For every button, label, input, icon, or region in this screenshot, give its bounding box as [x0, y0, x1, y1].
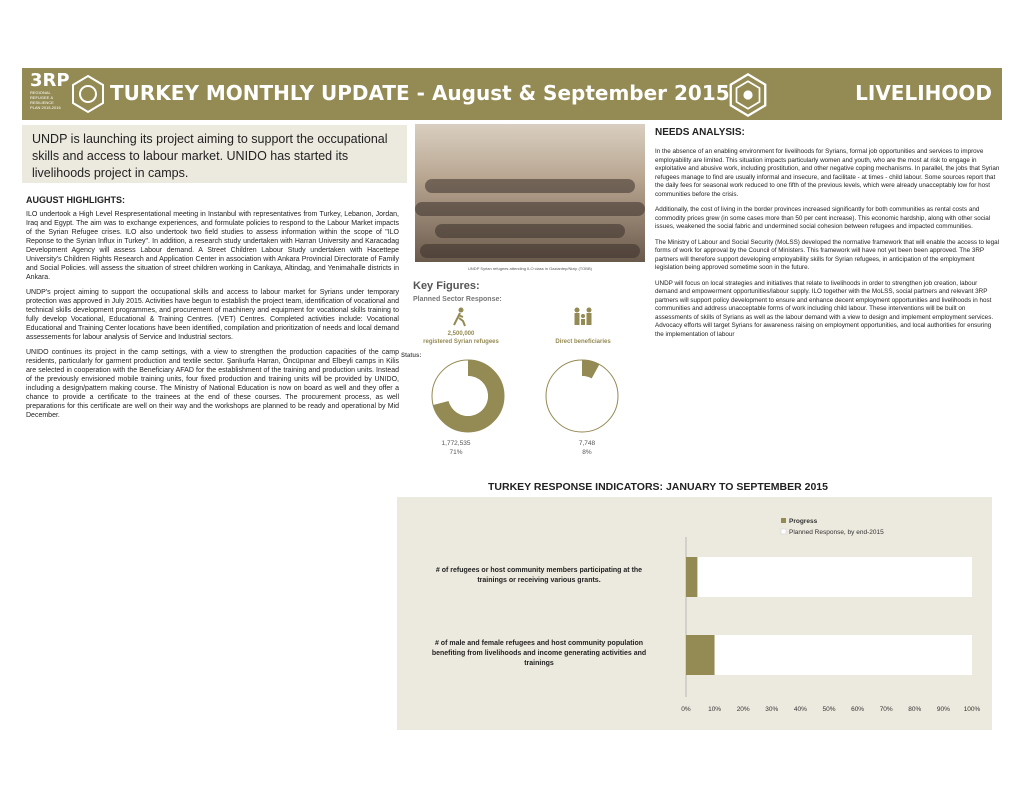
x-tick-label: 30% — [765, 706, 779, 713]
legend-swatch — [781, 518, 786, 523]
planned-response-label: Planned Sector Response: — [413, 296, 502, 303]
progress-bar — [686, 557, 697, 597]
donut-hole — [562, 376, 602, 416]
key-figures-title: Key Figures: — [413, 280, 480, 292]
planned-description: registered Syrian refugees — [423, 339, 499, 345]
status-value: 1,772,535 — [441, 440, 471, 447]
x-tick-label: 70% — [879, 706, 893, 713]
photo-caption: UNDP Syrian refugees attending ILO class in Gaziantep/Nizip (TOBB) — [468, 266, 592, 271]
x-tick-label: 10% — [708, 706, 722, 713]
indicators-bar-chart — [397, 497, 992, 730]
indicators-title: TURKEY RESPONSE INDICATORS: JANUARY TO SEPTEMBER 2015 — [488, 481, 828, 493]
legend-label: Progress — [789, 518, 818, 525]
refugee-walking-icon — [450, 307, 470, 327]
header-banner — [22, 68, 1002, 120]
intro-summary: UNDP is launching its project aiming to support the occupational skills and access to labour market. UNIDO has started its livelihoods project in camps. — [22, 125, 407, 183]
indicators-chart-panel — [397, 497, 992, 730]
3rp-logo: 3RP REGIONAL REFUGEE & RESILIENCE PLAN 2015-2016 — [30, 70, 70, 110]
x-tick-label: 80% — [908, 706, 922, 713]
progress-bar — [686, 635, 715, 675]
planned-value: 2,500,000 — [447, 331, 475, 337]
needs-body — [655, 148, 1000, 346]
category-label: # of refugees or host community members participating at the trainings or receiving various grants. — [435, 567, 643, 584]
highlights-paragraph: ILO undertook a High Level Respresentational meeting in Instanbul with representatives from Turkey, Lebanon, Jordan, Iraq and Egypt. The aim was to exchange experiences, and formulate policies to respond to the Labour Market impacts of the Syrian Refugee crises. ILO also undertook two field studies to assess information within the scope of "ILO Reponse to the Syrian Influx in Turkey". In addition, a research study undertaken with Harran University and Karacadag Development Agency will assess Labour demand. A Street Children Labour Study undertaken with Hacettepe University's Children Rights Research and Application Center in association with Ankara Provincial Directorate of Family and Social Policies. will assess the situation of street children working in Cankaya, Altindag, and Yenimahalle districts in Ankara. — [26, 211, 399, 281]
planned-bar — [697, 557, 972, 597]
x-tick-label: 100% — [963, 706, 981, 713]
planned-bar — [715, 635, 972, 675]
x-tick-label: 0% — [681, 706, 691, 713]
sector-tag: LIVELIHOOD — [855, 81, 992, 105]
needs-paragraph: In the absence of an enabling environment for livelihoods for Syrians, formal job opportunities and services to improve employability are limited. This situation impacts particularly women and youth, who are the most at risk to engage in exploitative and abusive work, including prostitution, and other negative coping mechanisms. In parallel, the jobs that Syrian refugees manage to find are usually informal and insecure, and facilitate - at times - child labour. Some sources report that the daily fees for seasonal work reduced to one fifth of the previous levels, which were already unacceptably low for host communities before the crisis. — [655, 148, 1000, 198]
donut-hole — [448, 376, 488, 416]
legend-swatch — [781, 529, 786, 534]
planned-description: Direct beneficiaries — [555, 339, 611, 345]
status-donut-chart — [542, 356, 622, 436]
legend-label: Planned Response, by end-2015 — [789, 529, 884, 536]
status-percent: 71% — [449, 449, 463, 456]
family-icon — [570, 307, 596, 327]
needs-heading: NEEDS ANALYSIS: — [655, 127, 745, 138]
ornament-emblem-icon — [725, 72, 771, 118]
status-value: 7,748 — [578, 440, 596, 447]
x-tick-label: 40% — [793, 706, 807, 713]
needs-paragraph: UNDP will focus on local strategies and initiatives that relate to livelihoods in order to strengthen job creation, labour demand and empowerment opportunities/labour supply. ILO together with the MoLSS, social partners and relevant 3RP partners will support policy development to ensure and enhance decent employment opportunities and livelihoods in host communities and address unacceptable forms of work including child labour. These interventions will be built on assessments of skills of Syrians as well as the labour demand with a view to design and implement employment services. Advocacy efforts will target Syrians for awareness raising on employment opportunities, and local authorities for ensuring the implementation of labour — [655, 279, 994, 338]
ornament-emblem-icon — [68, 74, 108, 114]
category-label: # of male and female refugees and host community population benefiting from livelihoods and income generating activities and trainings — [431, 640, 647, 667]
x-tick-label: 20% — [736, 706, 750, 713]
needs-paragraph: The Ministry of Labour and Social Security (MoLSS) developed the normative framework that will enable the access to legal forms of work for approval by the Council of Ministers. This framework will have not yet been been approved. The 3RP partners will therefore support developing employability skills for Syrian refugees, in anticipation of the employment legislation being approved sometime soon in the future. — [655, 238, 1000, 271]
highlights-paragraph: UNIDO continues its project in the camp settings, with a view to strengthen the production capacities of the camp residents, particularly for garment production and textile sector. Şanlıurfa Harran, Öncüpınar and Elbeyli camps in Kilis are selected in cooperation with the Beneficiary AFAD for the establishment of the training and production units. Instead of the previously envisioned mobile training units, four fixed production and training units will be provided by UNIDO, including a design/pattern making course. The Ministry of National Education is now on board as well and they offer a chance to provide a certificate to the trainees at the end of these courses. The procurement process, as well preparations for this certificate are well on their way and the workshops are planned to be ready and operational by Mid December. — [26, 349, 399, 419]
page-title: TURKEY MONTHLY UPDATE - August & September 2015 — [110, 81, 730, 105]
x-tick-label: 90% — [936, 706, 950, 713]
needs-paragraph: Additionally, the cost of living in the border provinces increased significantly for both communities as rental costs and commodity prices grew (in some cases more than 50 per cent increase). This economic hardship, along with other social issues, weakened the social fabric and undermined social cohesion between refugees and impacted communities. — [655, 206, 991, 230]
highlights-paragraph: UNDP's project aiming to support the occupational skills and access to labour market for Syrians under temporary protection was approved in July 2015. Activities have begun to establish the project team, identification of vocational and technical skills development programmes, and procurement of machinery and equipment for vocational skills training to fully develop Vocational, Educational & Training Centres. (VET) Centres. Completed activities include: Vocational Educational and Training Center locations have been identified, compilation and prioritization of needs and local demand assessements for labour analysis of Service and Industrial sectors. — [26, 289, 399, 341]
x-tick-label: 50% — [822, 706, 836, 713]
status-donut-chart — [428, 356, 508, 436]
status-label: Status: — [401, 353, 422, 359]
highlights-body — [26, 210, 399, 426]
classroom-photo — [415, 124, 645, 262]
highlights-heading: AUGUST HIGHLIGHTS: — [26, 195, 125, 205]
x-tick-label: 60% — [851, 706, 865, 713]
status-percent: 8% — [582, 449, 592, 456]
